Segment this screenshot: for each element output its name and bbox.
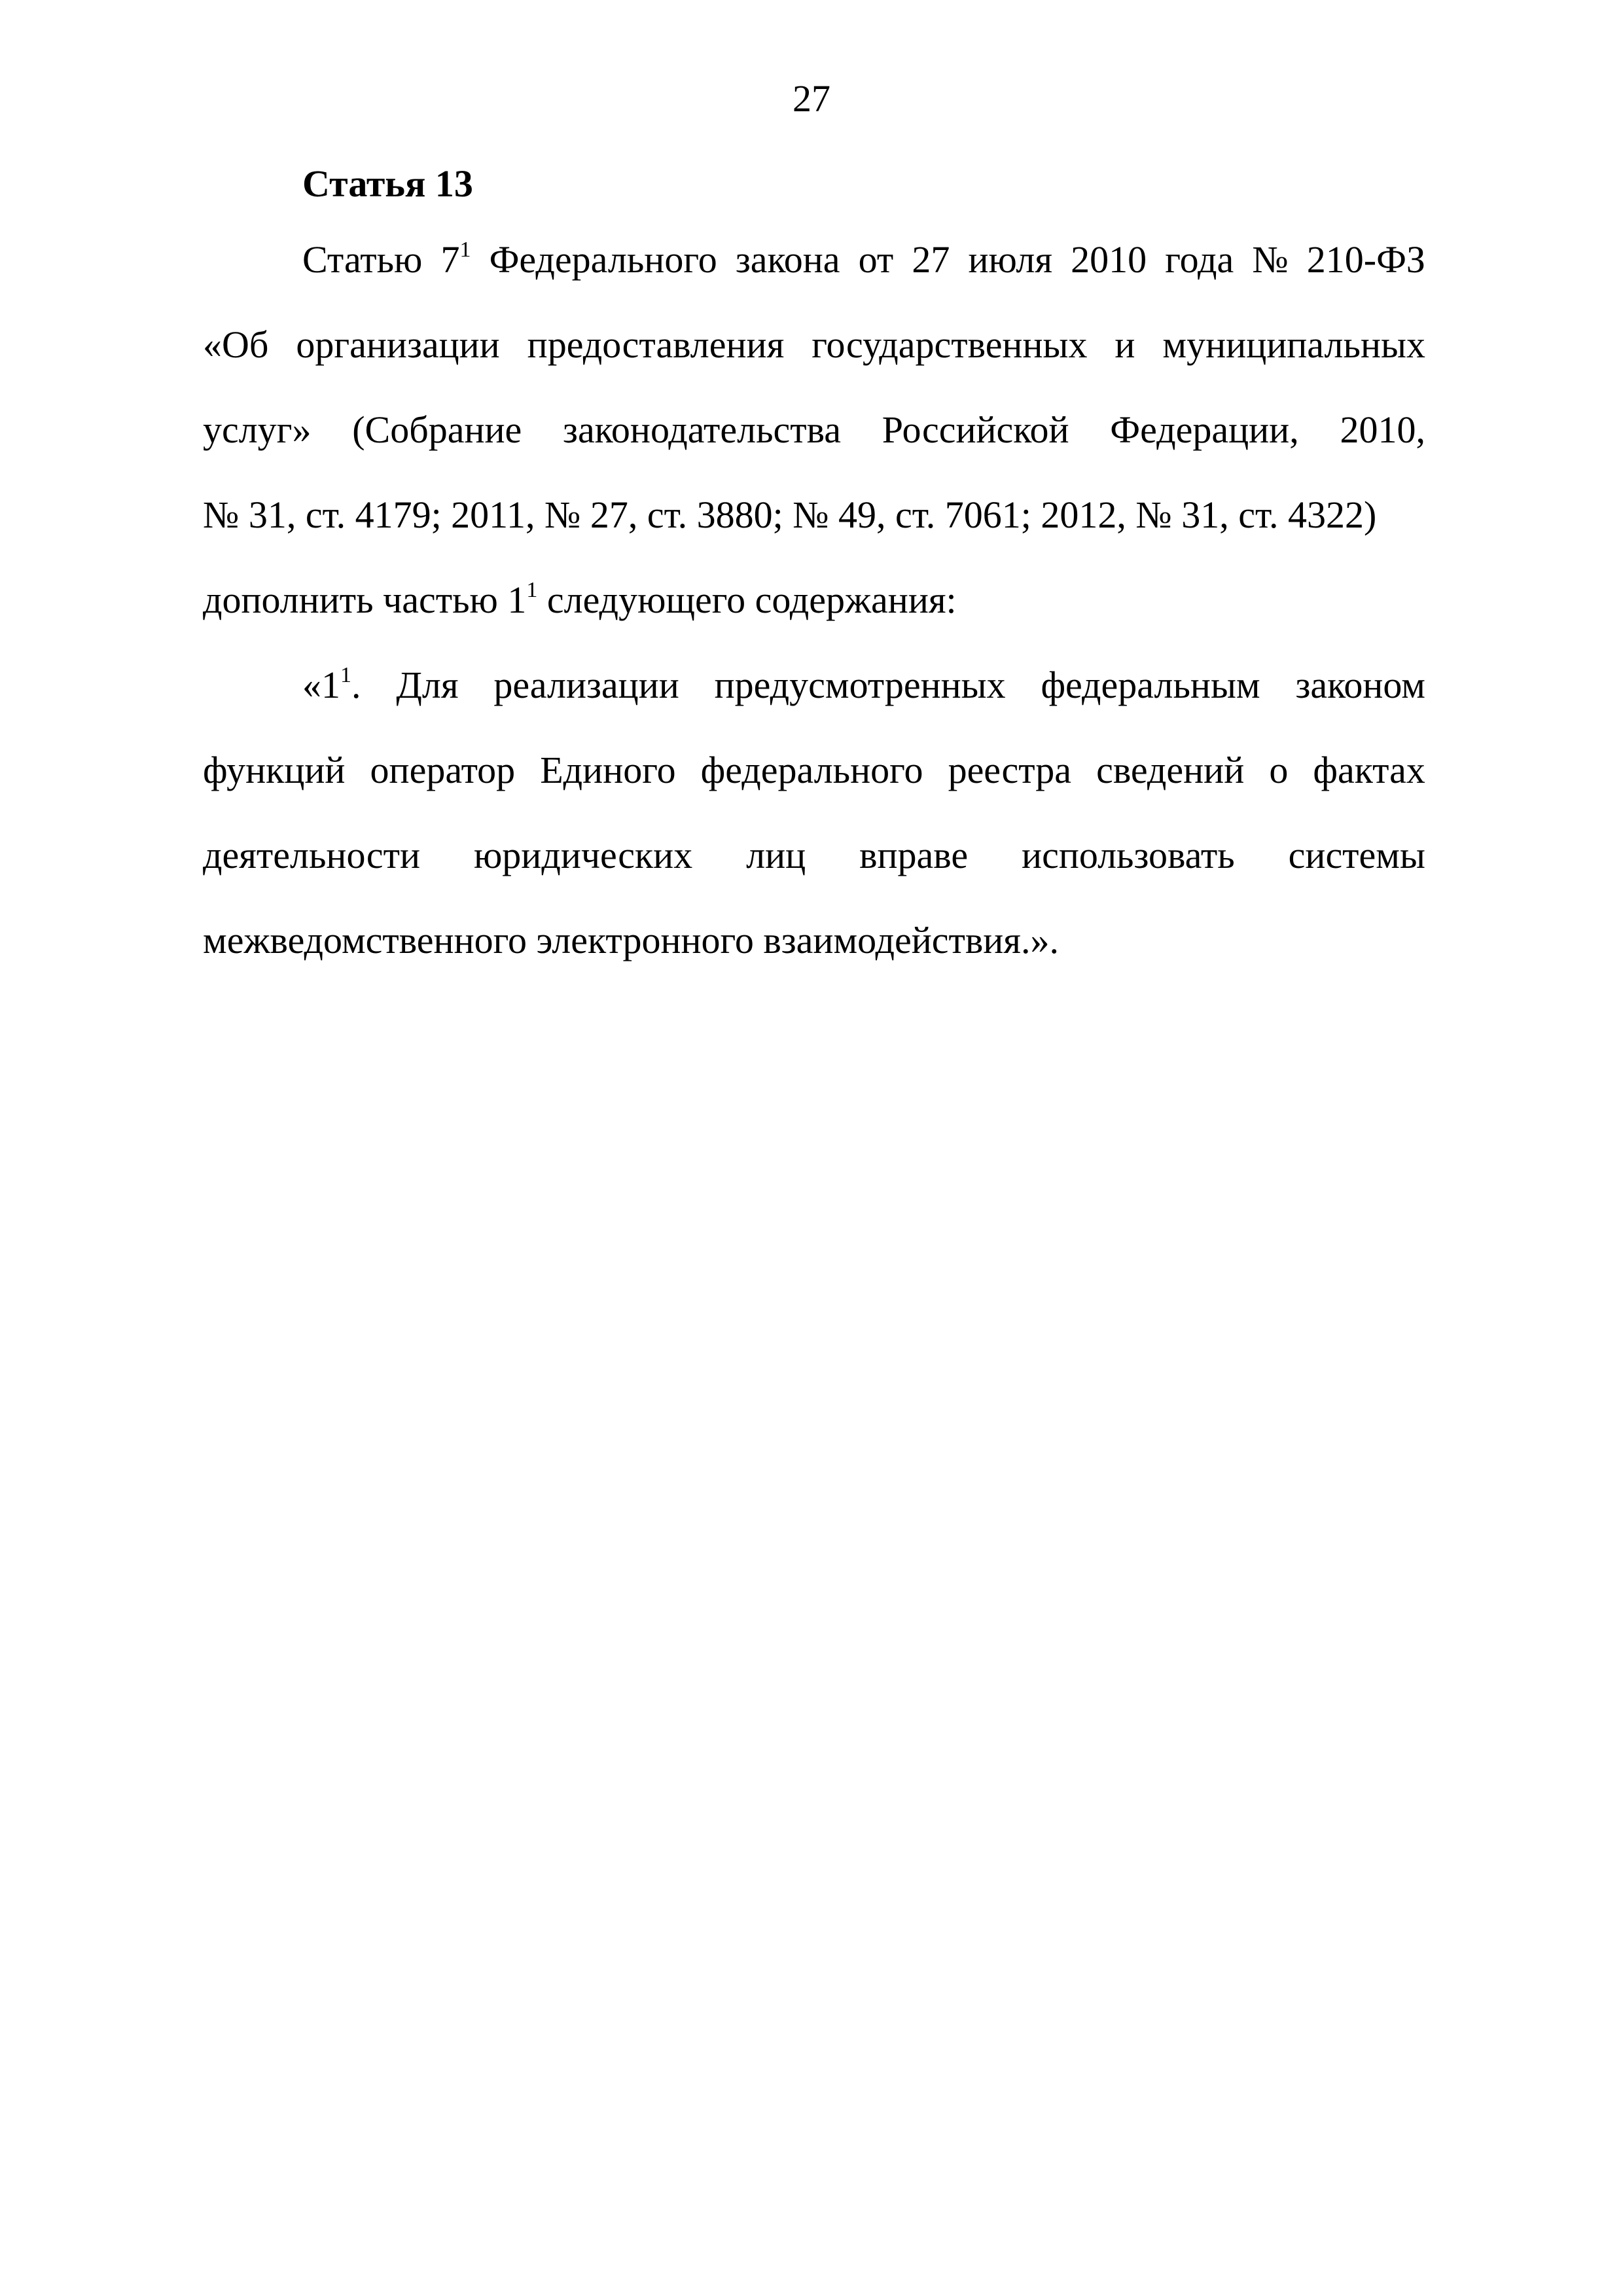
word: функций <box>203 749 346 791</box>
paragraph-1-line-4: № 31, ст. 4179; 2011, № 27, ст. 3880; № 49, ст. 7061; 2012, № 31, ст. 4322) <box>203 493 1377 536</box>
paragraph-1-line-5: дополнить частью $1^1$ следующего содержания: <box>203 578 957 621</box>
word: «Об <box>203 323 269 366</box>
word: оператор <box>370 749 516 791</box>
word: Федерации, <box>1110 408 1299 451</box>
word: государственных <box>812 323 1088 366</box>
word: (Собрание <box>352 408 522 451</box>
word: 2010 <box>1071 238 1147 281</box>
word: деятельности <box>203 834 421 876</box>
word: федеральным <box>1041 664 1260 706</box>
paragraph-2-line-1 <box>302 662 1425 708</box>
word: Российской <box>882 408 1069 451</box>
superscript: 1 <box>340 663 351 687</box>
word: организации <box>296 323 500 366</box>
word: июля <box>968 238 1053 281</box>
word: года <box>1165 238 1234 281</box>
word: федерального <box>700 749 923 791</box>
word: юридических <box>473 834 693 876</box>
word: законом <box>1295 664 1425 706</box>
paragraph-1-line-2 <box>203 322 1425 368</box>
article-heading: Статья 13 <box>302 162 473 205</box>
word: лиц <box>746 834 806 876</box>
paragraph-1-line-1 <box>302 237 1425 283</box>
word: вправе <box>859 834 969 876</box>
word: сведений <box>1096 749 1245 791</box>
word: услуг» <box>203 408 312 451</box>
word: предусмотренных <box>714 664 1006 706</box>
word: системы <box>1288 834 1425 876</box>
word: о <box>1269 749 1289 791</box>
word: от <box>858 238 894 281</box>
word: Федерального <box>489 238 717 281</box>
word: Единого <box>540 749 676 791</box>
word: предоставления <box>527 323 785 366</box>
word: $7^1$ <box>440 238 471 281</box>
word: реестра <box>948 749 1072 791</box>
word: № <box>1252 238 1289 281</box>
word: Для <box>396 664 459 706</box>
word: Статью <box>302 238 423 281</box>
word: 27 <box>912 238 950 281</box>
word: закона <box>735 238 840 281</box>
word: использовать <box>1022 834 1235 876</box>
word: 2010, <box>1340 408 1425 451</box>
word: 210-ФЗ <box>1306 238 1425 281</box>
page-number: 27 <box>793 77 830 120</box>
superscript: 1 <box>459 238 471 262</box>
word: законодательства <box>563 408 841 451</box>
paragraph-2-line-3 <box>203 833 1425 878</box>
word: и <box>1115 323 1135 366</box>
superscript: 1 <box>526 578 538 602</box>
paragraph-1-line-3 <box>203 407 1425 453</box>
paragraph-2-line-2 <box>203 747 1425 793</box>
word: «$1^1$. <box>302 663 361 706</box>
word: фактах <box>1313 749 1425 791</box>
word: реализации <box>493 664 679 706</box>
word: муниципальных <box>1162 323 1425 366</box>
paragraph-2-line-4: межведомственного электронного взаимодействия.». <box>203 919 1059 961</box>
